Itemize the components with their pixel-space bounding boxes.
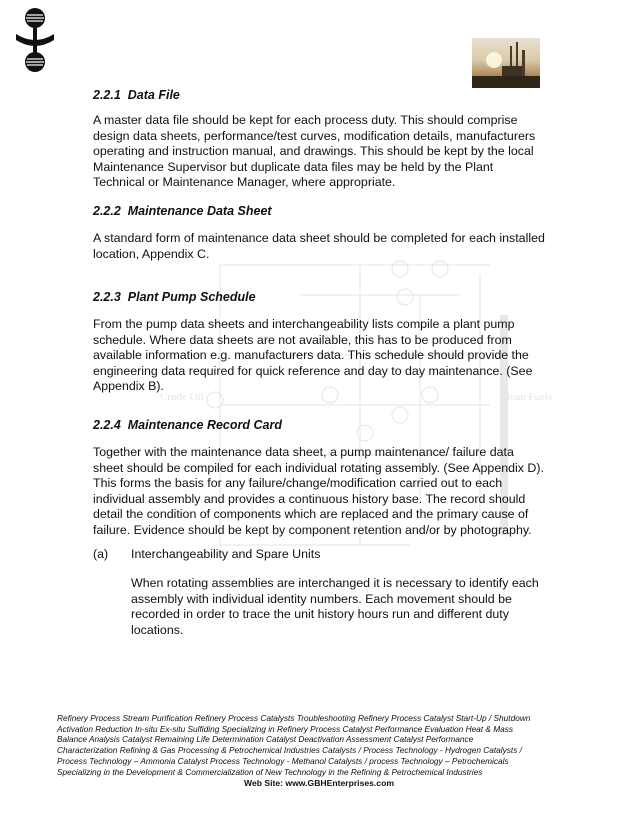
section-heading-maintenance-record-card	[93, 418, 282, 432]
footer-line: Specializing in the Development & Commercialization of New Technology in the Refining & Petrochemical Industries	[57, 766, 483, 777]
subsection-body: When rotating assemblies are interchanged it is necessary to identify each assembly with individual identity numbers. Each movement should be recorded in order to trace the unit history hours run and different duty locations.	[131, 576, 539, 637]
section-title: Maintenance Data Sheet	[127, 204, 272, 218]
section-number: 2.2.4	[93, 418, 121, 432]
section-number: 2.2.1	[93, 88, 121, 102]
section-body-plant-pump-schedule: From the pump data sheets and interchangeability lists compile a plant pump schedule. Where data sheets are not available, this has to be produced from available information e.g. manufacturers data. This schedule should provide the engineering data required for quick reference and day to day maintenance. (See Appendix B).	[93, 317, 533, 393]
section-title: Data File	[127, 88, 180, 102]
watermark-label-crude: Crude Oil	[160, 391, 204, 403]
subsection-label: (a)	[93, 547, 109, 561]
section-number: 2.2.2	[93, 204, 121, 218]
footer-line: Process Technology – Ammonia Catalyst Process Technology - Methanol Catalysts / process Technology – Petrochemicals	[57, 755, 509, 766]
section-number: 2.2.3	[93, 290, 121, 304]
company-logo	[12, 6, 58, 76]
section-heading-plant-pump-schedule	[93, 290, 256, 304]
section-title: Maintenance Record Card	[127, 418, 282, 432]
section-body-maintenance-data-sheet: A standard form of maintenance data sheet should be completed for each installed location, Appendix C.	[93, 231, 545, 261]
section-body-data-file: A master data file should be kept for each process duty. This should comprise design data sheets, performance/test curves, modification details, manufacturers operating and instruction manual, and drawings. This should be kept by the local Maintenance Supervisor but duplicate data files may be held by the Plant Technical or Maintenance Manager, where appropriate.	[93, 113, 536, 189]
section-heading-maintenance-data-sheet	[93, 204, 272, 218]
refinery-photo	[472, 38, 540, 88]
footer-line: Balance Analysis Catalyst Remaining Life Determination Catalyst Deactivation Assessment Catalyst Performance	[57, 734, 474, 745]
footer-text	[57, 713, 547, 777]
footer-line: Activation Reduction In-situ Ex-situ Sulfiding Specializing in Refinery Process Catalyst Performance Evaluation Heat & Mass	[57, 723, 514, 734]
section-title: Plant Pump Schedule	[127, 290, 256, 304]
footer-line: Characterization Refining & Gas Processing & Petrochemical Industries Catalysts / Process Technology - Hydrogen Catalysts /	[57, 745, 522, 756]
section-body-maintenance-record-card: Together with the maintenance data sheet, a pump maintenance/ failure data sheet should be compiled for each individual rotating assembly. (See Appendix D). This forms the basis for any failure/change/modification carried out to each individual assembly and provides a continuous history base. The record should detail the condition of components which are replaced and the primary cause of failure. Evidence should be kept by component retention and/or by photography.	[93, 445, 544, 537]
section-heading-data-file	[93, 88, 180, 102]
footer-line: Refinery Process Stream Purification Refinery Process Catalysts Troubleshooting Refinery Process Catalyst Start-Up / Shutdown	[57, 713, 531, 723]
watermark-label-clean: Clean Fuels	[500, 391, 553, 403]
subsection-title: Interchangeability and Spare Units	[131, 547, 321, 561]
website-link[interactable]: Web Site: www.GBHEnterprises.com	[244, 778, 394, 788]
